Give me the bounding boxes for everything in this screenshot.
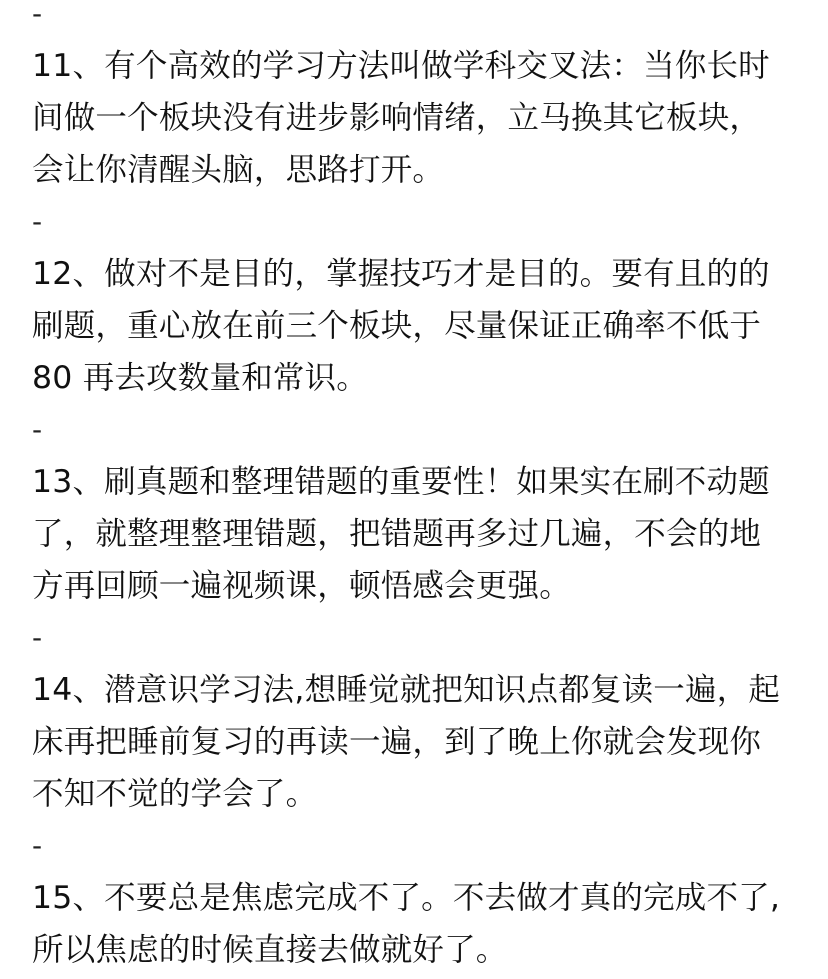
tip-line: 间做一个板块没有进步影响情绪，立马换其它板块， xyxy=(32,100,762,136)
divider: - xyxy=(32,829,43,862)
tip-14 xyxy=(32,664,802,820)
divider: - xyxy=(32,0,43,30)
divider: - xyxy=(32,413,43,446)
tip-line: 不知不觉的学会了。 xyxy=(32,776,318,812)
tip-line: 80 再去攻数量和常识。 xyxy=(32,360,368,396)
divider: - xyxy=(32,205,43,238)
tip-line: 刷题，重心放在前三个板块，尽量保证正确率不低于 xyxy=(32,308,762,344)
tip-line: 床再把睡前复习的再读一遍，到了晚上你就会发现你 xyxy=(32,724,762,760)
tip-line: 12、做对不是目的，掌握技巧才是目的。要有且的的 xyxy=(32,256,770,292)
tip-line: 14、潜意识学习法,想睡觉就把知识点都复读一遍，起 xyxy=(32,672,781,708)
document-body xyxy=(32,0,802,976)
tip-line: 13、刷真题和整理错题的重要性！如果实在刷不动题 xyxy=(32,464,770,500)
tip-15 xyxy=(32,872,802,976)
tip-line: 15、不要总是焦虑完成不了。不去做才真的完成不了, xyxy=(32,880,781,916)
tip-12 xyxy=(32,248,802,404)
tip-line: 所以焦虑的时候直接去做就好了。 xyxy=(32,932,508,968)
divider: - xyxy=(32,621,43,654)
tip-line: 方再回顾一遍视频课，顿悟感会更强。 xyxy=(32,568,571,604)
tip-line: 了，就整理整理错题，把错题再多过几遍，不会的地 xyxy=(32,516,762,552)
tip-line: 会让你清醒头脑，思路打开。 xyxy=(32,152,445,188)
tip-13 xyxy=(32,456,802,612)
tip-line: 11、有个高效的学习方法叫做学科交叉法：当你长时 xyxy=(32,48,770,84)
tip-11 xyxy=(32,40,802,196)
